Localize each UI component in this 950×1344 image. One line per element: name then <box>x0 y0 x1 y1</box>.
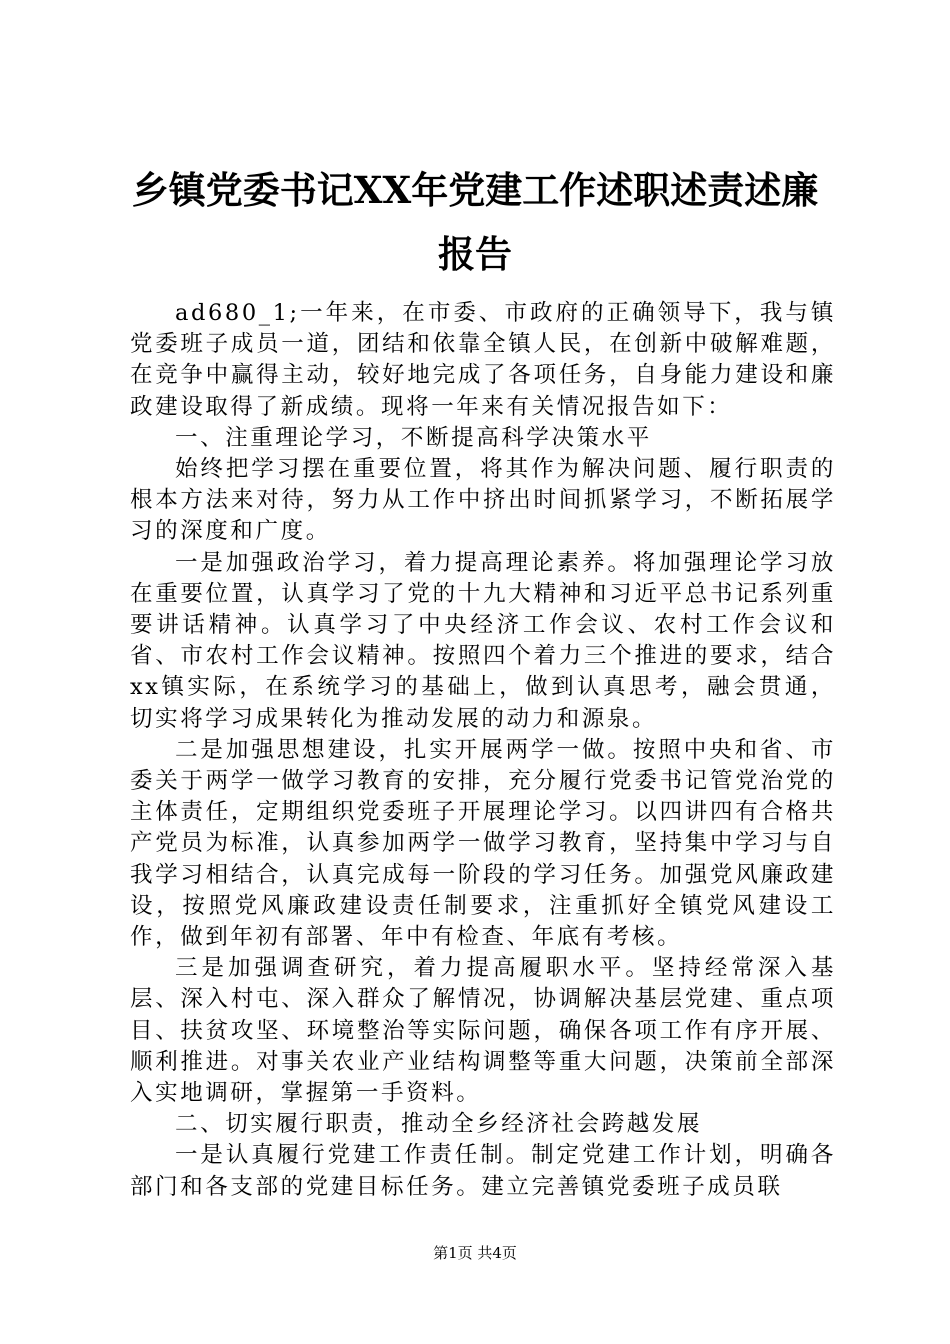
body-paragraph: 三是加强调查研究，着力提高履职水平。坚持经常深入基层、深入村屯、深入群众了解情况，协调解决基层党建、重点项目、扶贫攻坚、环境整治等实际问题，确保各项工作有序开展、顺利推进。对事关农业产业结构调整等重大问题，决策前全部深入实地调研，掌握第一手资料。 <box>130 955 836 1107</box>
body-paragraph: 一是认真履行党建工作责任制。制定党建工作计划，明确各部门和各支部的党建目标任务。建立完善镇党委班子成员联 <box>130 1142 836 1200</box>
document-body <box>130 298 836 1203</box>
section-heading-1: 一、注重理论学习，不断提高科学决策水平 <box>175 424 652 451</box>
page-footer: 第1页 共4页 <box>433 1244 517 1262</box>
body-paragraph: 始终把学习摆在重要位置，将其作为解决问题、履行职责的根本方法来对待，努力从工作中挤出时间抓紧学习，不断拓展学习的深度和广度。 <box>130 456 836 545</box>
body-paragraph: 二是加强思想建设，扎实开展两学一做。按照中央和省、市委关于两学一做学习教育的安排，充分履行党委书记管党治党的主体责任，定期组织党委班子开展理论学习。以四讲四有合格共产党员为标准，认真参加两学一做学习教育，坚持集中学习与自我学习相结合，认真完成每一阶段的学习任务。加强党风廉政建设，按照党风廉政建设责任制要求，注重抓好全镇党风建设工作，做到年初有部署、年中有检查、年底有考核。 <box>130 736 836 951</box>
body-paragraph: 一是加强政治学习，着力提高理论素养。将加强理论学习放在重要位置，认真学习了党的十九大精神和习近平总书记系列重要讲话精神。认真学习了中央经济工作会议、农村工作会议和省、市农村工作会议精神。按照四个着力三个推进的要求，结合xx镇实际，在系统学习的基础上，做到认真思考，融会贯通，切实将学习成果转化为推动发展的动力和源泉。 <box>130 549 836 732</box>
intro-paragraph: ad680_1;一年来，在市委、市政府的正确领导下，我与镇党委班子成员一道，团结和依靠全镇人民，在创新中破解难题，在竞争中赢得主动，较好地完成了各项任务，自身能力建设和廉政建设取得了新成绩。现将一年来有关情况报告如下： <box>130 300 836 420</box>
section-heading-2: 二、切实履行职责，推动全乡经济社会跨越发展 <box>175 1111 703 1138</box>
document-title: 乡镇党委书记XX年党建工作述职述责述廉报告 <box>131 168 819 276</box>
